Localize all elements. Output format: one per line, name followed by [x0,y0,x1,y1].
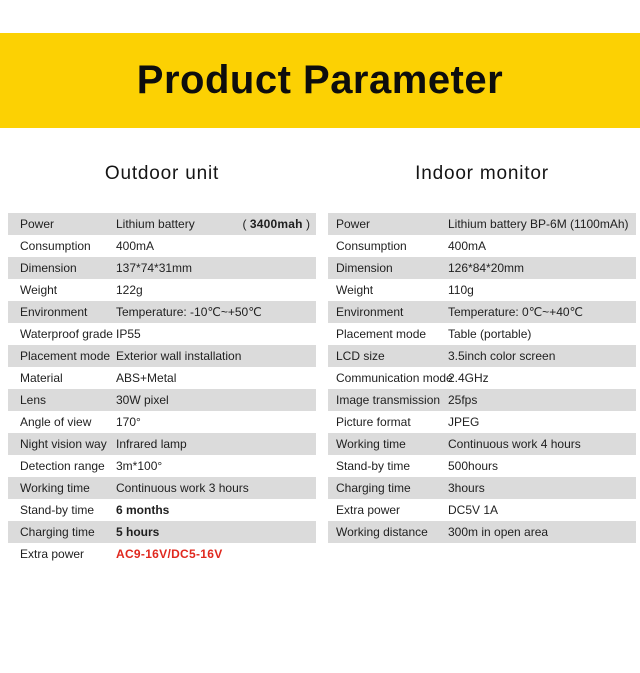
spec-label: Extra power [20,547,85,561]
spec-value-cell [116,437,316,451]
outdoor-unit-heading: Outdoor unit [104,163,220,184]
spec-label: Placement mode [20,349,111,363]
spec-value-cell [448,503,636,517]
spec-value: 400mA [448,239,487,253]
spec-value-cell [116,481,316,495]
spec-label: Environment [20,305,88,319]
spec-value: 122g [116,283,143,297]
spec-label: Charging time [20,525,95,539]
spec-columns [8,128,636,565]
spec-label: Power [336,217,371,231]
spec-value-cell [116,217,316,231]
spec-value-cell [116,283,316,297]
spec-label: LCD size [336,349,385,363]
spec-label: Picture format [336,415,411,429]
spec-value-cell [116,459,316,473]
spec-label: Communication mode [336,371,453,385]
spec-value-cell [448,305,636,319]
spec-value: 3m*100° [116,459,163,473]
spec-value-cell [448,349,636,363]
spec-value: 5 hours [116,525,160,539]
table-row [8,455,316,477]
spec-value-cell [448,239,636,253]
spec-label: Consumption [20,239,91,253]
table-row [328,257,636,279]
table-row [8,235,316,257]
spec-value: DC5V 1A [448,503,499,517]
spec-value-cell [116,261,316,275]
spec-label: Detection range [20,459,105,473]
table-row [328,433,636,455]
spec-value: Continuous work 4 hours [448,437,581,451]
spec-value-cell [448,459,636,473]
spec-label: Consumption [336,239,407,253]
spec-label: Image transmission [336,393,441,407]
spec-value-cell [448,525,636,539]
spec-value-cell [448,327,636,341]
table-row [8,411,316,433]
spec-value: 137*74*31mm [116,261,193,275]
spec-value: Exterior wall installation [116,349,242,363]
spec-value-cell [448,415,636,429]
spec-value: 126*84*20mm [448,261,525,275]
spec-label: Extra power [336,503,401,517]
table-row [328,477,636,499]
spec-value: 300m in open area [448,525,549,539]
outdoor-unit-table [8,213,316,565]
spec-value-cell [448,371,636,385]
spec-label: Dimension [336,261,393,275]
table-row [8,323,316,345]
table-row [328,499,636,521]
spec-value: Lithium battery [116,217,195,231]
table-row [328,279,636,301]
spec-value-cell [116,393,316,407]
spec-label: Charging time [336,481,411,495]
spec-label: Working distance [336,525,428,539]
spec-value: 25fps [448,393,478,407]
table-row [8,543,316,565]
table-row [328,323,636,345]
table-row [8,433,316,455]
table-row [8,279,316,301]
table-row [328,301,636,323]
table-row [328,367,636,389]
table-row [328,455,636,477]
spec-value-cell [116,349,316,363]
spec-value: Table (portable) [448,327,532,341]
table-row [328,235,636,257]
table-row [8,389,316,411]
spec-label: Lens [20,393,47,407]
spec-value: 30W pixel [116,393,169,407]
spec-value-cell [448,393,636,407]
spec-label: Material [20,371,63,385]
table-row [8,257,316,279]
spec-label: Placement mode [336,327,427,341]
outdoor-unit-column [8,128,316,565]
spec-value: 110g [448,283,474,297]
spec-value: AC9-16V/DC5-16V [116,547,223,561]
spec-label: Environment [336,305,404,319]
spec-value: 170° [116,415,141,429]
spec-label: Angle of view [20,415,92,429]
spec-label: Working time [20,481,90,495]
table-row [8,499,316,521]
spec-label: Dimension [20,261,77,275]
spec-label: Night vision way [20,437,107,451]
spec-value: 3hours [448,481,485,495]
spec-value-cell [116,525,316,539]
spec-value-cell [116,503,316,517]
page-title: Product Parameter [136,58,504,102]
table-row [8,521,316,543]
table-row [8,301,316,323]
spec-value: Temperature: 0℃~+40℃ [448,305,584,319]
spec-value: Continuous work 3 hours [116,481,249,495]
title-banner [0,33,640,128]
spec-label: Working time [336,437,406,451]
spec-value-cell [116,305,316,319]
spec-value: Lithium battery BP-6M (1100mAh) [448,217,629,231]
spec-value-cell [448,283,636,297]
spec-value-cell [116,371,316,385]
spec-value-cell [116,415,316,429]
spec-value: 500hours [448,459,499,473]
spec-value: Temperature: -10℃~+50℃ [116,305,262,319]
spec-label: Stand-by time [20,503,95,517]
indoor-monitor-table [328,213,636,543]
table-row [8,213,316,235]
value-note: ( 3400mah ) [242,217,310,231]
spec-label: Weight [20,283,58,297]
spec-value: JPEG [448,415,480,429]
indoor-monitor-heading: Indoor monitor [415,163,549,184]
spec-label: Waterproof grade [20,327,113,341]
table-row [328,389,636,411]
table-row [328,345,636,367]
spec-value-cell [448,217,636,231]
spec-value: 6 months [116,503,170,517]
spec-value: 2.4GHz [448,371,489,385]
table-row [8,477,316,499]
table-row [328,213,636,235]
spec-label: Weight [336,283,374,297]
spec-label: Power [20,217,55,231]
table-row [8,345,316,367]
spec-value-cell [116,239,316,253]
spec-value: ABS+Metal [116,371,177,385]
spec-value-cell [448,261,636,275]
table-row [328,411,636,433]
spec-value-cell [116,547,316,561]
table-row [8,367,316,389]
table-row [328,521,636,543]
spec-value: IP55 [116,327,141,341]
spec-label: Stand-by time [336,459,411,473]
spec-value: 3.5inch color screen [448,349,556,363]
spec-value-cell [448,437,636,451]
spec-value: Infrared lamp [116,437,187,451]
indoor-monitor-column [328,128,636,565]
spec-value-cell [116,327,316,341]
spec-value-cell [448,481,636,495]
spec-value: 400mA [116,239,155,253]
